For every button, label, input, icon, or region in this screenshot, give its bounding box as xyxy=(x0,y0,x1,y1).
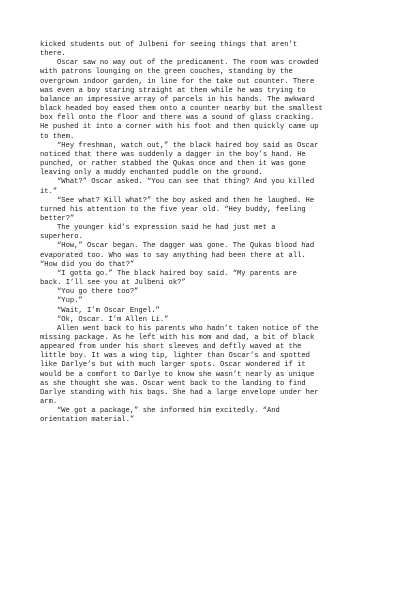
text-line: would be a comfort to Darlye to know she wasn’t nearly as unique xyxy=(40,370,315,379)
text-line: He pushed it into a corner with his foot and then quickly came up xyxy=(40,123,319,132)
text-line: orientation material.” xyxy=(40,416,135,425)
text-line: appeared from under his short sleeves and deftly waved at the xyxy=(40,343,302,352)
text-line: “We got a package,” she informed him excitedly. “And xyxy=(57,407,280,416)
text-line: “I gotta go.” The black haired boy said. “My parents are xyxy=(57,269,297,278)
text-line: evaporated too. Who was to say anything had been there at all. xyxy=(40,251,306,260)
text-line: superhero. xyxy=(40,233,83,242)
text-line: “What?” Oscar asked. “You can see that thing? And you killed xyxy=(57,178,315,187)
text-line: better?” xyxy=(40,214,75,223)
text-line: like Darlye’s but with much larger spots. Oscar wondered if it xyxy=(40,361,306,370)
text-line: leaving only a muddy enchanted puddle on the ground. xyxy=(40,169,263,178)
text-line: “Ok, Oscar. I’m Allen Li.” xyxy=(57,315,169,324)
text-line: was even a boy staring straight at them while he was trying to xyxy=(40,86,306,95)
story-text xyxy=(40,41,390,426)
text-line: “Yup.” xyxy=(57,297,83,306)
text-line: missing package. As he left with his mom and dad, a bit of black xyxy=(40,334,315,342)
text-line: as she thought she was. Oscar went back to the landing to find xyxy=(40,379,306,388)
text-line: Oscar saw no way out of the predicament. The room was crowded xyxy=(57,59,319,68)
text-line: “Hey freshman, watch out,” the black haired boy said as Oscar xyxy=(57,141,319,150)
text-line: arm. xyxy=(40,398,58,407)
text-line: Darlye standing with his bags. She had a large envelope under her xyxy=(40,388,319,397)
text-line: to them. xyxy=(40,132,75,141)
text-line: “You go there too?” xyxy=(57,288,139,297)
text-line: black headed boy eased them onto a counter nearby but the smallest xyxy=(40,105,323,114)
text-line: “Wait, I’m Oscar Engel.” xyxy=(57,306,160,315)
text-line: back. I’ll see you at Julbeni ok?” xyxy=(40,279,186,288)
text-line: it.” xyxy=(40,187,58,196)
text-line: box fell onto the floor and there was a sound of glass cracking. xyxy=(40,114,315,123)
text-line: “How did you do that?” xyxy=(40,260,135,269)
text-line: noticed that there was suddenly a dagger in the boy’s hand. He xyxy=(40,150,306,159)
text-line: “See what? Kill what?” the boy asked and then he laughed. He xyxy=(57,196,315,205)
text-line: with patrons lounging on the green couches, standing by the xyxy=(40,68,293,77)
text-line: there. xyxy=(40,50,66,59)
text-line: “How,” Oscar began. The dagger was gone. The Qukas blood had xyxy=(57,242,315,251)
text-line: balance an impressive array of parcels in his hands. The awkward xyxy=(40,95,315,104)
text-line: kicked students out of Julbeni for seeing things that aren’t xyxy=(40,41,298,49)
text-line: overgrown indoor garden, in line for the take out counter. There xyxy=(40,77,315,86)
text-line: The younger kid’s expression said he had just met a xyxy=(57,224,276,233)
text-line: turned his attention to the five year old. “Hey buddy, feeling xyxy=(40,205,306,214)
text-line: Allen went back to his parents who hadn’t taken notice of the xyxy=(57,324,319,333)
text-line: punched, or rather stabbed the Qukas once and then it was gone xyxy=(40,160,306,169)
text-line: little boy. It was a wing tip, lighter than Oscar’s and spotted xyxy=(40,352,310,361)
